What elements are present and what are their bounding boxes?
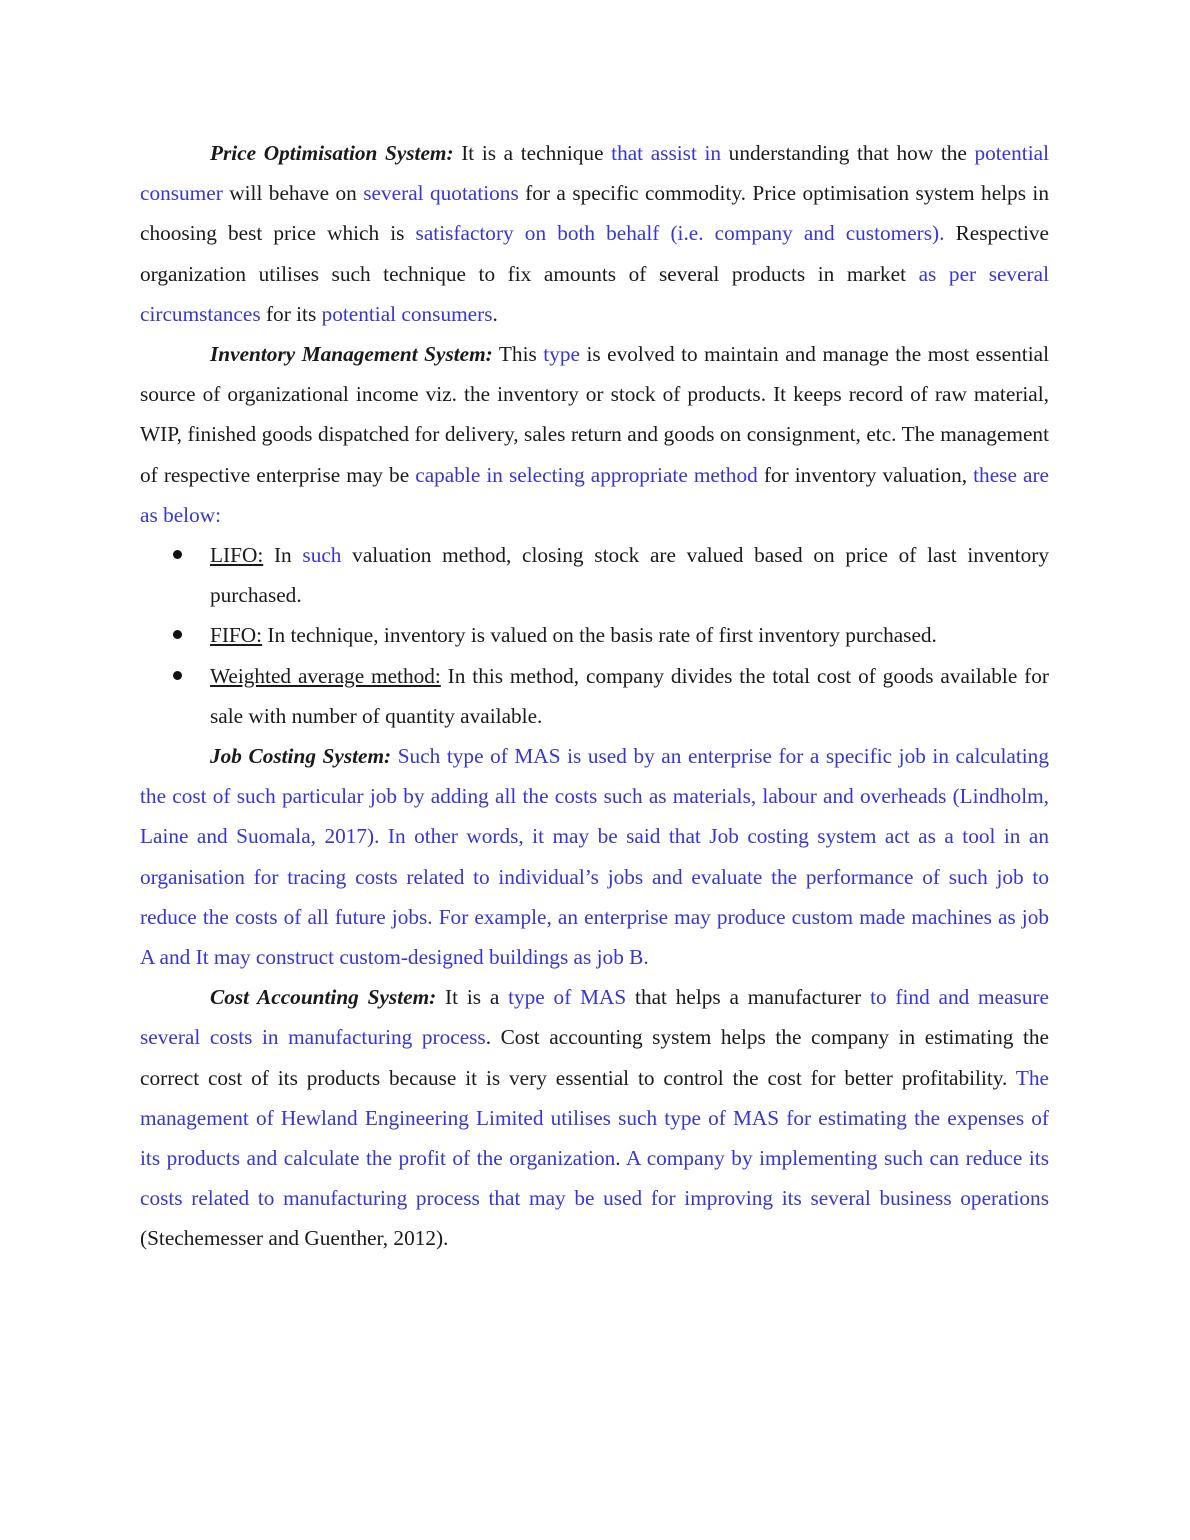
highlighted-text: potential consumers	[321, 301, 493, 326]
inventory-management-paragraph	[140, 334, 1049, 535]
list-item-weighted-average	[210, 656, 1049, 736]
text-run: valuation method, closing stock are valued based on price of last inventory purchased.	[210, 543, 1049, 608]
job-costing-paragraph	[140, 736, 1049, 977]
highlighted-text: capable in selecting appropriate method	[415, 462, 758, 487]
list-item-fifo	[210, 615, 1049, 655]
bullet-icon	[173, 671, 182, 680]
text-run: . Cost accounting system helps the company in estimating the correct cost of its products because it is very essential to control the cost for better profitability.	[140, 1025, 1049, 1090]
highlighted-text: potential consumer	[140, 141, 1049, 206]
list-item-term: LIFO:	[210, 543, 264, 568]
text-run: that helps a manufacturer	[626, 985, 871, 1010]
text-run: In	[263, 543, 303, 568]
document-page	[140, 133, 1049, 1259]
text-run: It is a	[436, 985, 509, 1010]
price-optimisation-heading: Price Optimisation System:	[210, 141, 454, 165]
cost-accounting-heading: Cost Accounting System:	[210, 985, 437, 1010]
highlighted-text: A company by implementing such can reduce its costs related to manufacturing process that may be used for improving its several business operations	[140, 1146, 1050, 1211]
highlighted-text: such	[302, 543, 342, 568]
text-run: In this method, company divides the total cost of goods available for sale with number of quantity available.	[210, 663, 1049, 728]
text-run: will behave on	[222, 181, 364, 206]
text-run: .	[615, 1146, 626, 1171]
valuation-methods-list	[140, 535, 1049, 736]
highlighted-text: type	[543, 342, 580, 367]
text-run: It is a technique	[453, 141, 612, 165]
bullet-icon	[173, 630, 182, 639]
highlighted-text: these are as below:	[140, 462, 1049, 527]
bullet-icon	[173, 550, 182, 559]
text-run: In technique, inventory is valued on the basis rate of first inventory purchased.	[262, 623, 937, 648]
text-run: This	[492, 342, 544, 367]
highlighted-text: to find and measure several costs in manufacturing process	[140, 985, 1050, 1050]
highlighted-text: several quotations	[363, 181, 519, 206]
cost-accounting-paragraph	[140, 977, 1049, 1258]
highlighted-text: type of MAS	[508, 985, 627, 1010]
highlighted-text: Such type of MAS is used by an enterprise for a specific job in calculating the cost of such particular job by adding all the costs such as materials, labour and overheads (Lindholm, Laine and Suomala, 2017). In other words, it may be said that Job costing system act as a tool in an organisation for tracing costs related to individual’s jobs and evaluate the performance of such job to reduce the costs of all future jobs. For example, an enterprise may produce custom made machines as job A and It may construct custom-designed buildings as job B.	[140, 744, 1049, 970]
list-item-lifo	[210, 535, 1049, 615]
text-run: for its	[260, 301, 322, 326]
text-run: (Stechemesser and Guenther, 2012).	[140, 1226, 449, 1251]
text-run: for a specific commodity. Price optimisation system helps in choosing best price which is	[140, 181, 1049, 246]
text-run: is evolved to maintain and manage the most essential source of organizational income viz. the inventory or stock of products. It keeps record of raw material, WIP, finished goods dispatched for delivery, sales return and goods on consignment, etc. The management of respective enterprise may be	[140, 342, 1049, 487]
text-run: Respective organization utilises such technique to fix amounts of several products in market	[140, 221, 1050, 286]
price-optimisation-paragraph	[140, 133, 1049, 334]
highlighted-text: satisfactory on both behalf (i.e. company and customers).	[415, 221, 945, 246]
list-item-term: Weighted average method:	[210, 663, 441, 688]
text-run: for inventory valuation,	[757, 462, 974, 487]
highlighted-text: as per several circumstances	[140, 261, 1049, 326]
list-item-term: FIFO:	[210, 623, 263, 648]
highlighted-text: that assist in	[611, 141, 722, 165]
job-costing-heading: Job Costing System:	[210, 744, 392, 769]
text-run: .	[492, 301, 498, 326]
inventory-management-heading: Inventory Management System:	[210, 342, 493, 367]
text-run: understanding that how the	[721, 141, 975, 165]
highlighted-text: The management of Hewland Engineering Limited utilises such type of MAS for estimating the expenses of its products and calculate the profit of the organization	[140, 1065, 1049, 1171]
